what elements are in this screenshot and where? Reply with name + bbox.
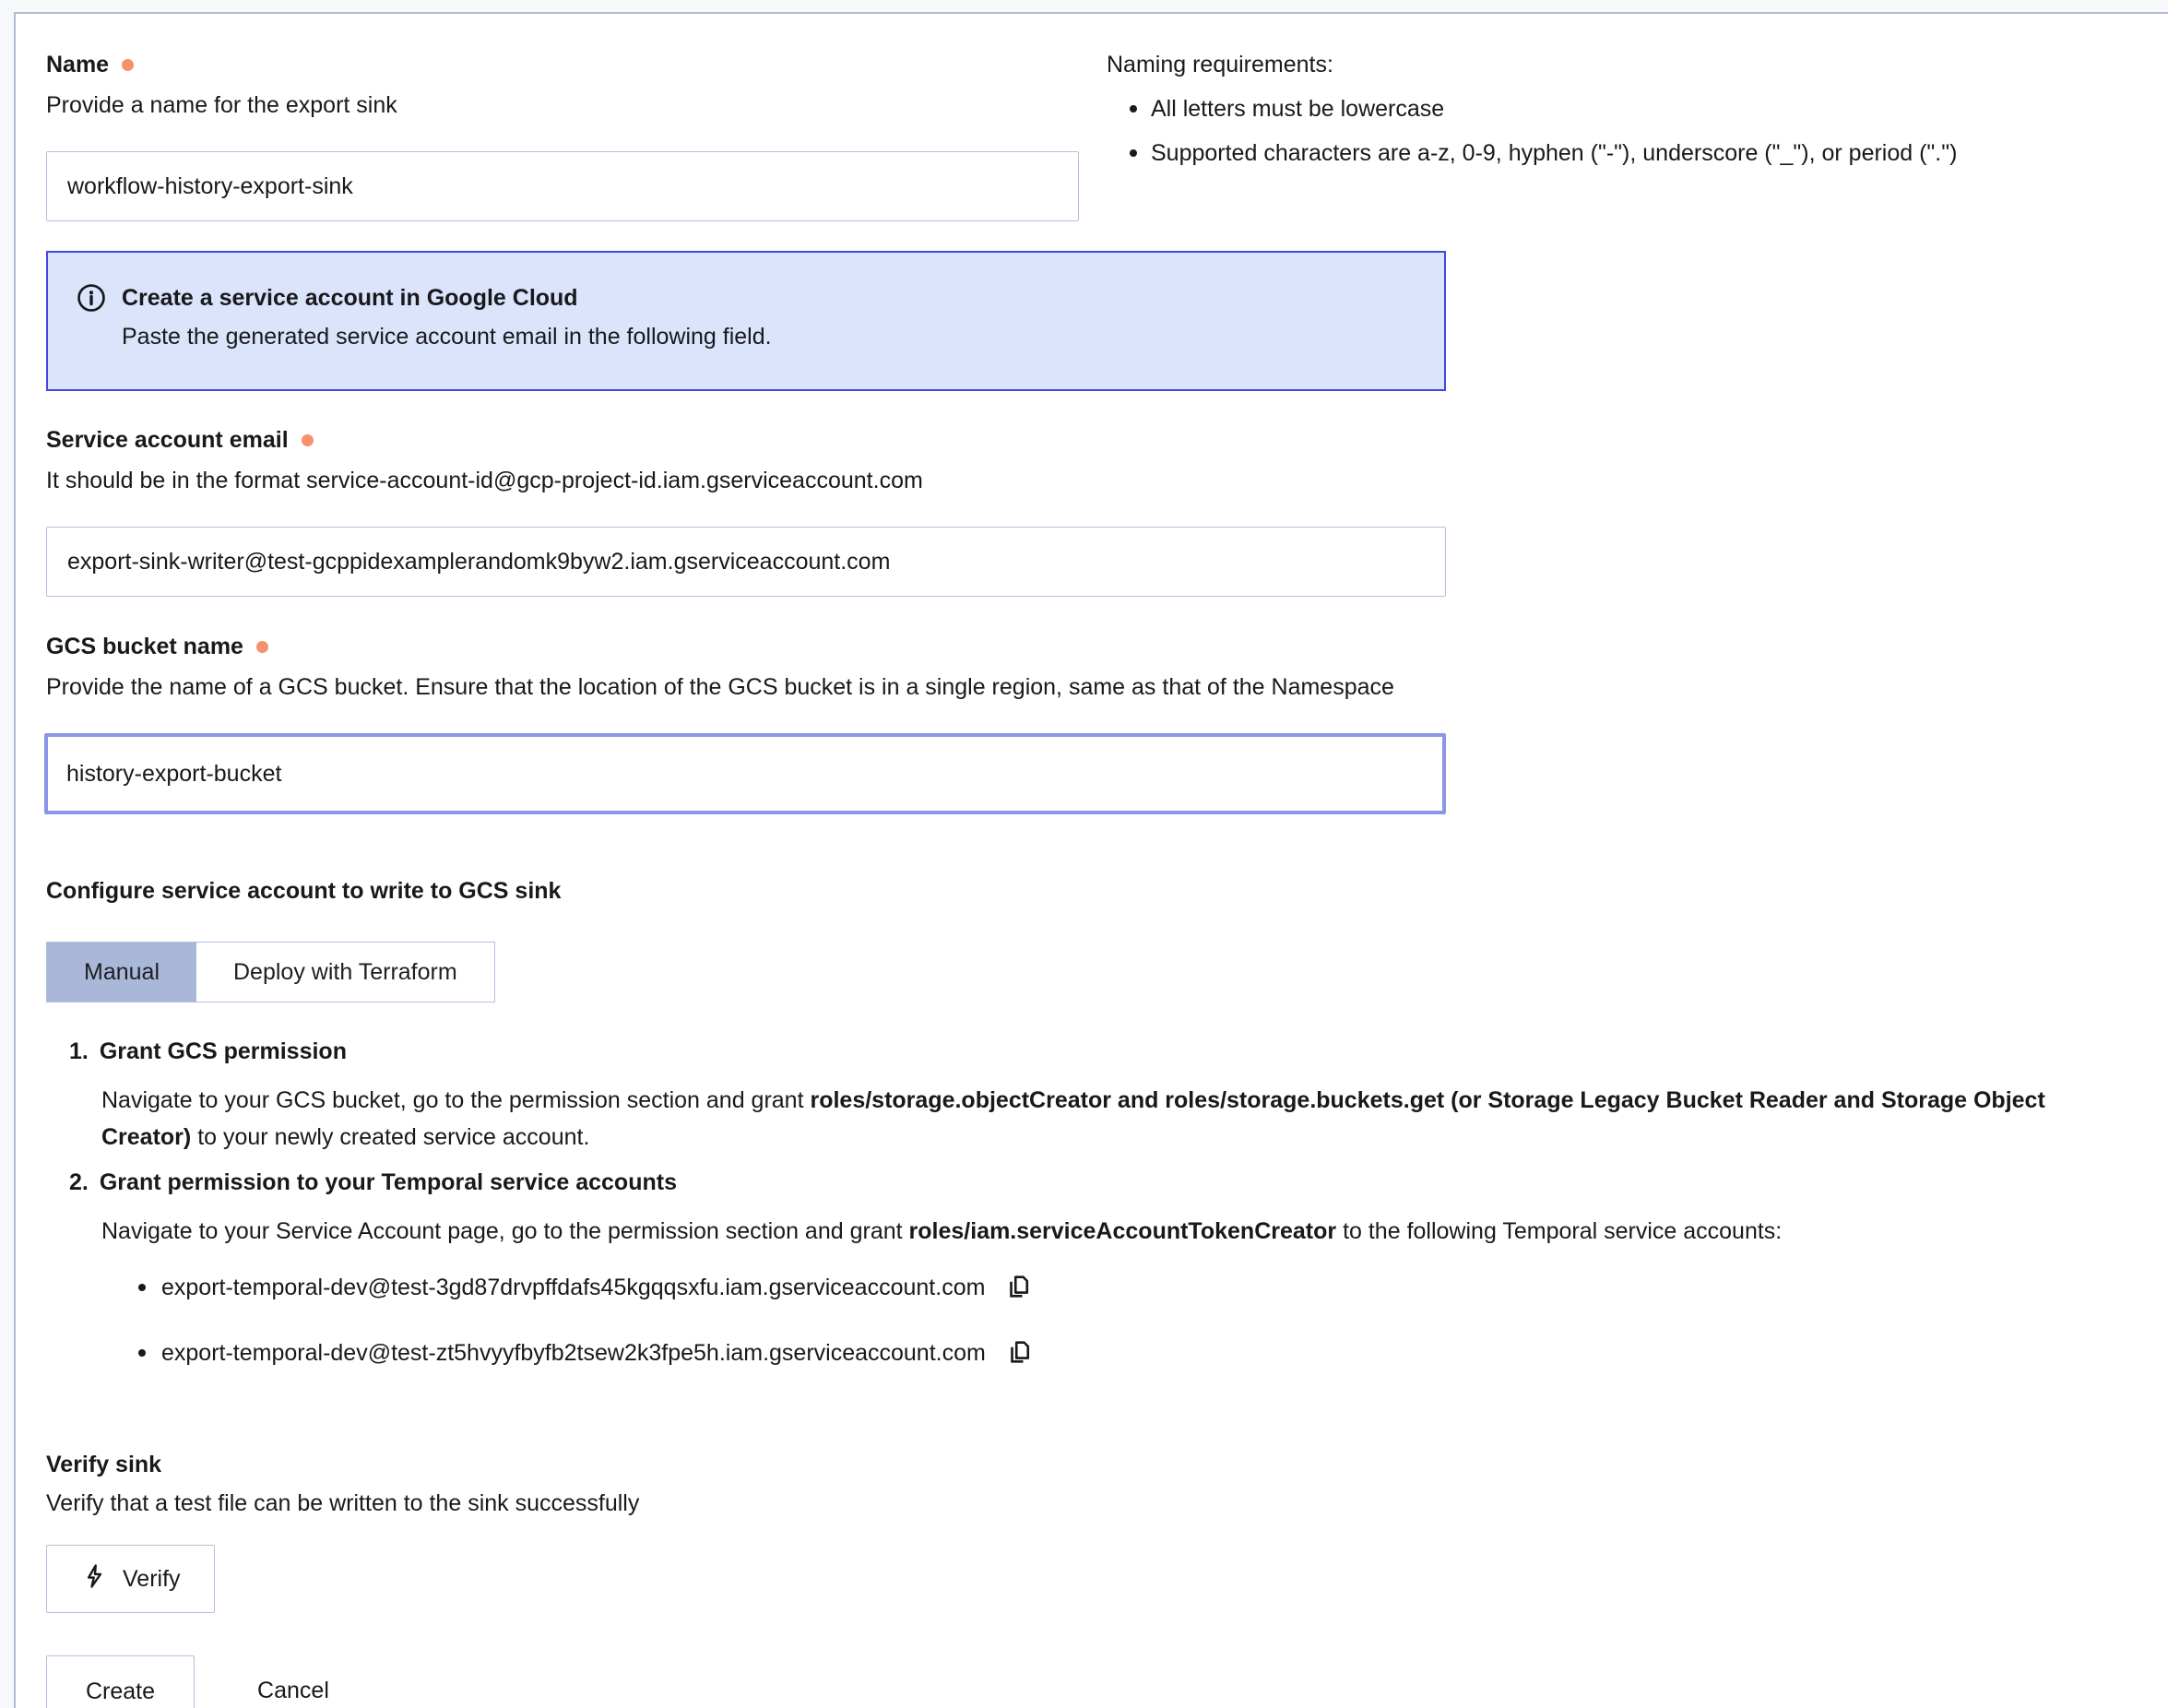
bucket-field-group [46,633,2113,814]
list-item [138,1272,2112,1302]
name-label-row [46,51,1107,78]
copy-icon [1005,1272,1033,1302]
bucket-label-row [46,633,2113,660]
copy-button[interactable] [1005,1272,1033,1302]
service-account-label-row [46,426,2113,454]
required-indicator-dot [122,59,134,71]
tab-manual[interactable]: Manual [47,943,196,1002]
temporal-service-account-email: export-temporal-dev@test-3gd87drvpffdafs45kgqqsxfu.iam.gserviceaccount.com [161,1274,986,1300]
temporal-service-account-email: export-temporal-dev@test-zt5hvyyfbyfb2tsew2k3fpe5h.iam.gserviceaccount.com [161,1339,986,1366]
list-item [1107,94,2113,124]
manual-steps [69,1038,2113,1368]
copy-button[interactable] [1006,1337,1034,1368]
step-title: Grant GCS permission [99,1038,347,1064]
configure-tab-group [46,942,495,1002]
info-banner-content [122,282,772,352]
lightning-icon [80,1562,108,1596]
step-title: Grant permission to your Temporal service accounts [99,1169,677,1195]
bucket-label: GCS bucket name [46,634,243,659]
name-field-group [46,51,1107,221]
step-body-text: to the following Temporal service accounts: [1336,1218,1783,1244]
service-account-field-group [46,426,2113,597]
name-label: Name [46,52,110,77]
step-body-text: Navigate to your Service Account page, go to the permission section and grant [101,1218,909,1244]
step-number: 2. [69,1169,89,1195]
naming-requirements [1107,51,2113,221]
bucket-description: Provide the name of a GCS bucket. Ensure that the location of the GCS bucket is in a single region, same as that of the Namespace [46,674,1394,700]
verify-section-description: Verify that a test file can be written to the sink successfully [46,1490,640,1516]
bucket-name-input[interactable] [44,733,1446,814]
required-indicator-dot [256,641,268,653]
export-sink-form-panel [14,12,2168,1708]
copy-icon [1006,1337,1034,1368]
requirement-text: All letters must be lowercase [1151,96,1445,122]
step-2-header [69,1168,2113,1196]
step-1-header [69,1038,2113,1065]
info-banner-title: Create a service account in Google Cloud [122,285,578,311]
configure-section-title: Configure service account to write to GCS sink [46,878,562,904]
verify-section-title: Verify sink [46,1452,162,1477]
verify-button[interactable] [46,1545,215,1613]
step-body-text: Navigate to your GCS bucket, go to the permission section and grant [101,1087,811,1113]
name-and-requirements-row [46,51,2113,221]
service-account-email-input[interactable] [46,527,1446,597]
info-icon [76,282,107,352]
info-banner [46,251,1446,391]
name-description: Provide a name for the export sink [46,92,397,118]
step-2-body [101,1213,2112,1368]
step-body-bold-text: roles/storage.objectCreator and roles/storage.buckets.get (or Storage Legacy Bucket Reader and Storage Object Creator) [101,1087,2045,1150]
list-item [1107,138,2113,168]
name-input[interactable] [46,151,1079,221]
step-1-body [101,1082,2112,1156]
step-number: 1. [69,1038,89,1064]
temporal-service-account-list [138,1272,2112,1368]
info-banner-body: Paste the generated service account email in the following field. [122,324,772,350]
bullet-icon [138,1349,146,1357]
required-indicator-dot [302,434,314,446]
cancel-button[interactable]: Cancel [257,1678,329,1703]
list-item [138,1337,2112,1368]
create-button[interactable]: Create [46,1655,195,1708]
step-body-text: to your newly created service account. [191,1124,590,1150]
naming-requirements-list [1107,94,2113,168]
verify-button-label: Verify [123,1565,181,1592]
service-account-label: Service account email [46,427,289,453]
bullet-icon [138,1284,146,1291]
naming-requirements-title: Naming requirements: [1107,52,1333,77]
bullet-icon [1130,149,1137,157]
form-actions [46,1655,2113,1708]
service-account-description: It should be in the format service-account-id@gcp-project-id.iam.gserviceaccount.com [46,468,923,493]
requirement-text: Supported characters are a-z, 0-9, hyphen ("-"), underscore ("_"), or period (".") [1151,140,1958,166]
bullet-icon [1130,105,1137,113]
step-body-bold-text: roles/iam.serviceAccountTokenCreator [908,1218,1337,1244]
tab-deploy-with-terraform[interactable]: Deploy with Terraform [196,943,494,1002]
